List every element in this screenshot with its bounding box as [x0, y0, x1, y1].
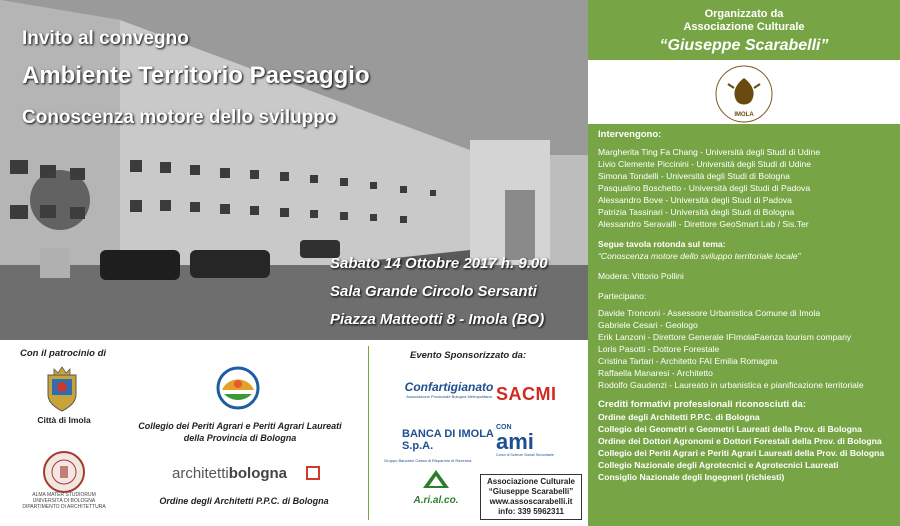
participant-item: Raffaella Manaresi - Architetto [598, 368, 713, 378]
collegio-line2: della Provincia di Bologna [183, 433, 297, 443]
confart-sub: Associazione Provinciale Bologna Metropolitana [406, 394, 492, 399]
confartigianato-logo [384, 370, 514, 399]
roundtable-theme: “Conoscenza motore dello sviluppo territoriale locale” [598, 251, 801, 261]
program-panel [588, 0, 900, 526]
participant-item: Cristina Tartari - Architetto FAI Emilia Romagna [598, 356, 778, 366]
cna-sub: Corso di Scienze Sociali Secondarie [496, 453, 554, 457]
speaker-item: Alessandro Seravalli - Direttore GeoSmart Lab / Sis.Ter [598, 219, 809, 229]
organizer-line2: Associazione Culturale [683, 21, 805, 33]
conference-subtitle: Conoscenza motore dello sviluppo [22, 107, 337, 128]
speakers-heading: Intervengono: [598, 129, 662, 140]
sacmi-logo: SACMI [496, 384, 557, 404]
arch-logo-a: architetti [172, 465, 229, 482]
participant-item: Gabriele Cesari - Geologo [598, 320, 698, 330]
assoc-line2: “Giuseppe Scarabelli” [488, 487, 574, 496]
banca-sub: Gruppo Bancario Cassa di Risparmio di Ravenna [384, 458, 472, 463]
arialco-name: A.ri.al.co. [413, 495, 459, 506]
credit-item: Collegio dei Geometri e Geometri Laureati della Prov. di Bologna [598, 424, 862, 434]
arialco-logo [404, 468, 468, 506]
banca-imola-logo [384, 428, 502, 463]
imola-caption: Città di Imola [37, 415, 91, 425]
assoc-site: www.assoscarabelli.it [489, 497, 573, 506]
collegio-line1: Collegio dei Periti Agrari e Periti Agrari Laureati [138, 421, 342, 431]
assoc-info: info: 339 5962311 [498, 507, 564, 516]
speaker-item: Alessandro Bove - Università degli Studi di Padova [598, 195, 792, 205]
banca-name: BANCA DI IMOLA S.p.A. [402, 428, 494, 452]
conference-title: Ambiente Territorio Paesaggio [22, 62, 370, 89]
credits-heading: Crediti formativi professionali riconosciuti da: [598, 399, 806, 410]
seal-city: IMOLA [734, 112, 754, 118]
imola-crest-icon [42, 365, 82, 413]
arialco-icon [421, 468, 451, 490]
participants-heading: Partecipano: [598, 291, 647, 301]
architetti-square-icon [306, 466, 320, 480]
cna-logo [496, 424, 570, 457]
event-venue: Sala Grande Circolo Sersanti [330, 283, 537, 300]
cna-name: ami [496, 429, 534, 454]
patrons-sponsors-area [0, 340, 588, 526]
cover-photo [0, 0, 588, 340]
arch-logo-b: bologna [228, 465, 288, 482]
credit-item: Collegio Nazionale degli Agrotecnici e Agrotecnici Laureati [598, 460, 839, 470]
organizer-heading [588, 8, 900, 34]
unibo-seal-icon [42, 450, 86, 494]
speaker-item: Margherita Ting Fa Chang - Università degli Studi di Udine [598, 147, 821, 157]
organizer-logo-band [588, 60, 900, 124]
sponsor-divider [368, 346, 369, 520]
invite-line: Invito al convegno [22, 28, 189, 49]
program-text [598, 129, 894, 483]
speaker-item: Livio Clemente Piccinini - Università degli Studi di Udine [598, 159, 812, 169]
event-address: Piazza Matteotti 8 - Imola (BO) [330, 311, 545, 328]
organizer-name: “Giuseppe Scarabelli” [659, 37, 829, 54]
event-date: Sabato 14 Ottobre 2017 h. 9.00 [330, 255, 548, 272]
cna-top: CON [496, 424, 512, 431]
patronage-label: Con il patrocinio di [20, 348, 107, 359]
speaker-item: Simona Tondelli - Università degli Studi di Bologna [598, 171, 790, 181]
collegio-periti-logo-icon [216, 366, 260, 412]
participant-item: Erik Lanzoni - Direttore Generale IFImolaFaenza tourism company [598, 332, 852, 342]
participant-item: Loris Pasotti - Dottore Forestale [598, 344, 720, 354]
speaker-item: Pasqualino Boschetto - Università degli Studi di Padova [598, 183, 811, 193]
credit-item: Consiglio Nazionale degli Ingegneri (richiesti) [598, 472, 785, 482]
organizer-line1: Organizzato da [704, 8, 784, 20]
roundtable-heading: Segue tavola rotonda sul tema: [598, 239, 726, 249]
assoc-line1: Associazione Culturale [486, 477, 576, 486]
confart-name: Confartigianato [404, 380, 494, 394]
architetti-caption: Ordine degli Architetti P.P.C. di Bologna [159, 496, 329, 506]
architetti-bologna-logo [172, 465, 287, 482]
credit-item: Ordine degli Architetti P.P.C. di Bologna [598, 412, 760, 422]
credit-item: Collegio dei Periti Agrari e Periti Agrari Laureati della Prov. di Bologna [598, 448, 885, 458]
moderator: Modera: Vittorio Pollini [598, 271, 684, 281]
credit-item: Ordine dei Dottori Agronomi e Dottori Forestali della Prov. di Bologna [598, 436, 882, 446]
collegio-caption [118, 420, 362, 444]
sponsor-label: Evento Sponsorizzato da: [410, 350, 527, 361]
association-contact-box [480, 474, 582, 520]
speaker-item: Patrizia Tassinari - Università degli Studi di Bologna [598, 207, 795, 217]
participant-item: Rodolfo Gaudenzi - Laureato in urbanistica e pianificazione territoriale [598, 380, 864, 390]
unibo-caption: ALMA MATER STUDIORUM UNIVERSITÀ DI BOLOGNA DIPARTIMENTO DI ARCHITETTURA [22, 492, 106, 510]
scarabelli-seal-icon [714, 64, 774, 124]
participant-item: Davide Tronconi - Assessore Urbanistica Comune di Imola [598, 308, 821, 318]
